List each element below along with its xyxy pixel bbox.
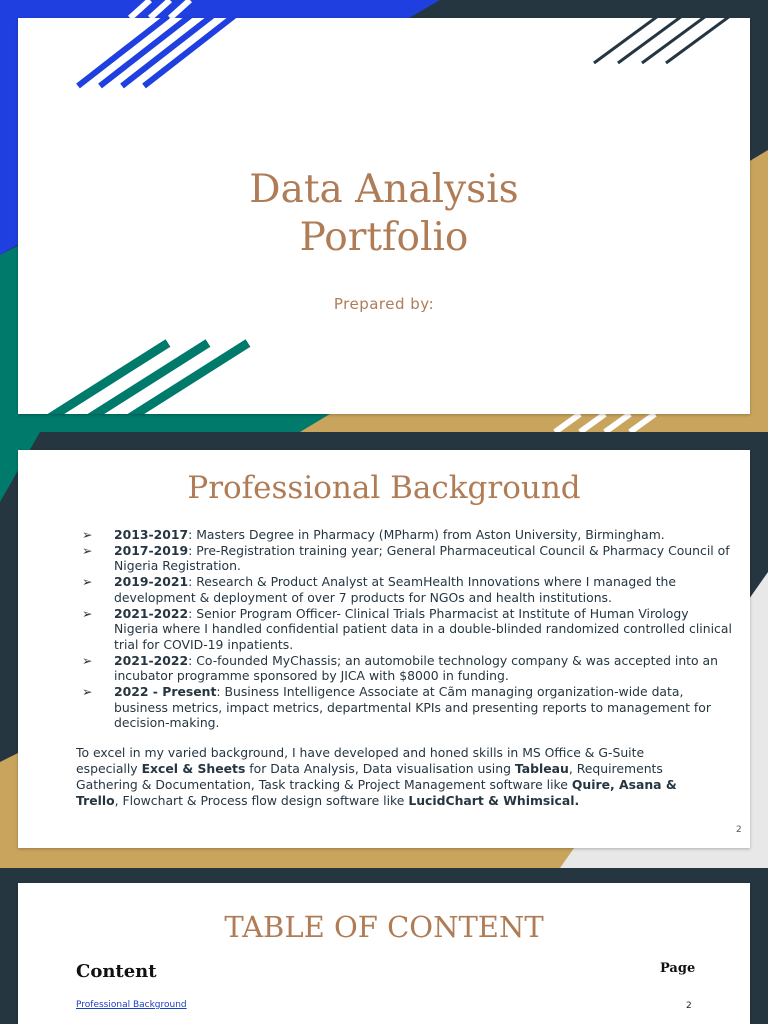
period-label: 2013-2017 (114, 527, 189, 542)
arrow-bullet-icon: ➢ (82, 574, 93, 590)
prepared-by: Prepared by: (333, 295, 435, 313)
section-title: Professional Background (187, 470, 581, 506)
background-list (82, 527, 732, 731)
arrow-bullet-icon: ➢ (82, 542, 93, 558)
para-text: , Flowchart & Process flow design software like (114, 792, 409, 808)
navy-stripes (594, 18, 730, 63)
period-label: 2017-2019 (114, 542, 189, 558)
item-text: : Pre-Registration training year; General Pharmaceutical Council & Pharmacy Council of Nigeria Registration. (114, 542, 730, 574)
para-text: for Data Analysis, Data visualisation using (245, 760, 515, 776)
blue-stripes (78, 18, 234, 86)
para-bold: LucidChart & Whimsical. (408, 792, 580, 808)
page-heading: Page (660, 961, 696, 976)
list-item (82, 653, 732, 684)
period-label: 2021-2022 (114, 605, 189, 621)
item-text: : Co-founded MyChassis; an automobile technology company & was accepted into an incubator programme sponsored by JICA with $8000 in funding. (114, 652, 719, 684)
arrow-bullet-icon: ➢ (82, 527, 93, 542)
para-bold: Quire, Asana & Trello (76, 776, 677, 808)
skills-paragraph (76, 745, 706, 809)
period-label: 2019-2021 (114, 574, 189, 590)
toc-title: TABLE OF CONTENT (224, 910, 544, 944)
portfolio-title-line1: Data Analysis (249, 167, 519, 212)
item-text: : Masters Degree in Pharmacy (MPharm) from Aston University, Birmingham. (188, 527, 665, 542)
list-item (82, 543, 732, 574)
toc-page-number: 2 (686, 1001, 692, 1011)
content-heading: Content (76, 961, 157, 982)
page-number: 2 (736, 825, 742, 835)
para-bold: Excel & Sheets (141, 760, 246, 776)
period-label: 2022 - Present (114, 684, 217, 700)
list-item (82, 606, 732, 653)
list-item (82, 574, 732, 605)
slide-title (0, 0, 768, 432)
para-bold: Tableau (514, 760, 569, 776)
item-text: : Business Intelligence Associate at Cãm managing organization-wide data, business metrics, impact metrics, departmental KPIs and presenting reports to management for decision-making. (114, 684, 711, 731)
item-text: : Senior Program Officer- Clinical Trials Pharmacist at Institute of Human Virology Nigeria where I handled confidential patient data in a double-blinded randomized controlled clinical trial for COVID-19 inpatients. (114, 605, 732, 652)
arrow-bullet-icon: ➢ (82, 605, 93, 621)
list-item (82, 684, 732, 731)
teal-stripes (18, 343, 248, 414)
portfolio-title (0, 166, 768, 262)
toc-link-professional-background[interactable]: Professional Background (76, 1000, 187, 1010)
para-text: To excel in my varied background, I have developed and honed skills in MS Office & G-Suite especially (76, 745, 645, 776)
portfolio-title-line2: Portfolio (299, 215, 469, 260)
arrow-bullet-icon: ➢ (82, 652, 93, 668)
para-text: , Requirements Gathering & Documentation, Task tracking & Project Management software like (76, 760, 663, 792)
arrow-bullet-icon: ➢ (82, 684, 93, 700)
period-label: 2021-2022 (114, 652, 189, 668)
list-item (82, 527, 732, 543)
item-text: : Research & Product Analyst at SeamHealth Innovations where I managed the development & deployment of over 7 products for NGOs and health institutions. (114, 574, 677, 605)
